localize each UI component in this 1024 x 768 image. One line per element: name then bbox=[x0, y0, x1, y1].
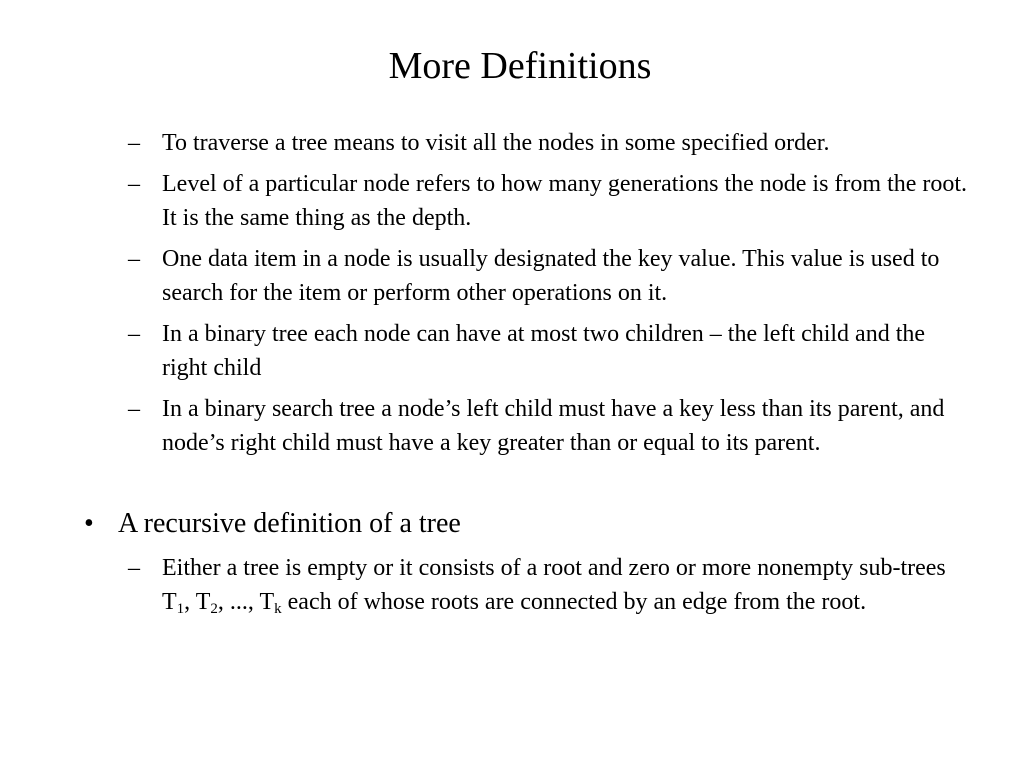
list-item bbox=[128, 392, 968, 460]
detail-sep-1: , T bbox=[184, 589, 211, 615]
subscript-k: k bbox=[274, 601, 282, 617]
recursive-detail-text bbox=[162, 555, 946, 615]
subscript-1: 1 bbox=[176, 601, 185, 617]
recursive-definition-bullet bbox=[84, 505, 998, 543]
recursive-detail-list bbox=[128, 551, 968, 626]
subscript-2: 2 bbox=[210, 601, 218, 617]
definition-text: To traverse a tree means to visit all the nodes in some specified order. bbox=[162, 130, 830, 156]
recursive-definition-heading: A recursive definition of a tree bbox=[118, 508, 461, 539]
dash-bullet: – bbox=[128, 321, 140, 347]
dash-bullet: – bbox=[128, 396, 140, 422]
definitions-list bbox=[128, 126, 968, 467]
list-item bbox=[128, 167, 968, 235]
detail-part-2: each of whose roots are connected by an edge from the root. bbox=[281, 589, 867, 615]
detail-part-1: Either a tree is empty or it consists of a root and zero or more nonempty sub-trees T bbox=[162, 555, 946, 615]
dash-bullet: – bbox=[128, 171, 140, 197]
list-item bbox=[128, 551, 968, 619]
slide-title: More Definitions bbox=[388, 45, 652, 87]
dash-bullet: – bbox=[128, 130, 140, 156]
definition-text: One data item in a node is usually designated the key value. This value is used to search for the item or perform other operations on it. bbox=[162, 246, 940, 306]
round-bullet: • bbox=[84, 508, 94, 539]
dash-bullet: – bbox=[128, 555, 140, 581]
detail-sep-2: , ..., T bbox=[217, 589, 275, 615]
list-item bbox=[128, 126, 968, 160]
definition-text: In a binary tree each node can have at most two children – the left child and the right child bbox=[162, 321, 926, 381]
definition-text: Level of a particular node refers to how many generations the node is from the root. It is the same thing as the depth. bbox=[162, 171, 968, 231]
list-item bbox=[128, 317, 968, 385]
definition-text: In a binary search tree a node’s left child must have a key less than its parent, and node’s right child must have a key greater than or equal to its parent. bbox=[162, 396, 945, 456]
dash-bullet: – bbox=[128, 246, 140, 272]
list-item bbox=[128, 242, 968, 310]
